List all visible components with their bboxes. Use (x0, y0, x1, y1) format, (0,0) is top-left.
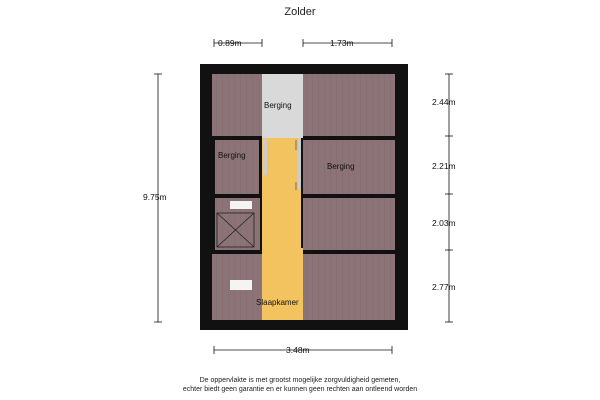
wall (303, 194, 395, 196)
wall (303, 250, 395, 252)
disclaimer-line-2: echter biedt geen garantie en er kunnen geen rechten aan ontleend worden (182, 386, 418, 393)
berging-left-floor (215, 140, 260, 194)
roof-window (230, 280, 252, 290)
wall (212, 138, 215, 198)
wall (301, 138, 303, 248)
dimension-right-4: 2.77m (432, 282, 456, 292)
room-label-slaapkamer: Slaapkamer (256, 298, 299, 307)
dimension-left-total: 9.75m (143, 192, 167, 202)
dimension-bottom-total: 3.48m (286, 345, 310, 355)
dimension-top-left: 0.89m (218, 38, 242, 48)
door-right (298, 139, 301, 189)
roof-area-top-left (212, 74, 262, 136)
dimension-right-2: 2.21m (432, 161, 456, 171)
corridor-floor (262, 138, 303, 320)
dimension-right-3: 2.03m (432, 218, 456, 228)
slaapkamer-right-floor (303, 254, 395, 320)
roof-area-middle-right (303, 198, 395, 250)
dimension-top-right: 1.73m (330, 38, 354, 48)
dimension-right-1: 2.44m (432, 97, 456, 107)
room-label-berging-left: Berging (218, 151, 246, 160)
roof-area-top-right (303, 74, 395, 136)
door-left (263, 139, 267, 175)
disclaimer-line-1: De oppervlakte is met grootst mogelijke zorgvuldigheid gemeten, (199, 377, 401, 384)
room-label-berging-top: Berging (264, 101, 292, 110)
roof-window (230, 201, 252, 209)
disclaimer (100, 376, 500, 394)
wall (303, 136, 395, 139)
floor-title: Zolder (284, 6, 316, 18)
wall (212, 194, 262, 197)
wall (259, 138, 262, 196)
wall (212, 250, 262, 252)
wall (212, 136, 262, 139)
room-label-berging-right: Berging (327, 162, 355, 171)
